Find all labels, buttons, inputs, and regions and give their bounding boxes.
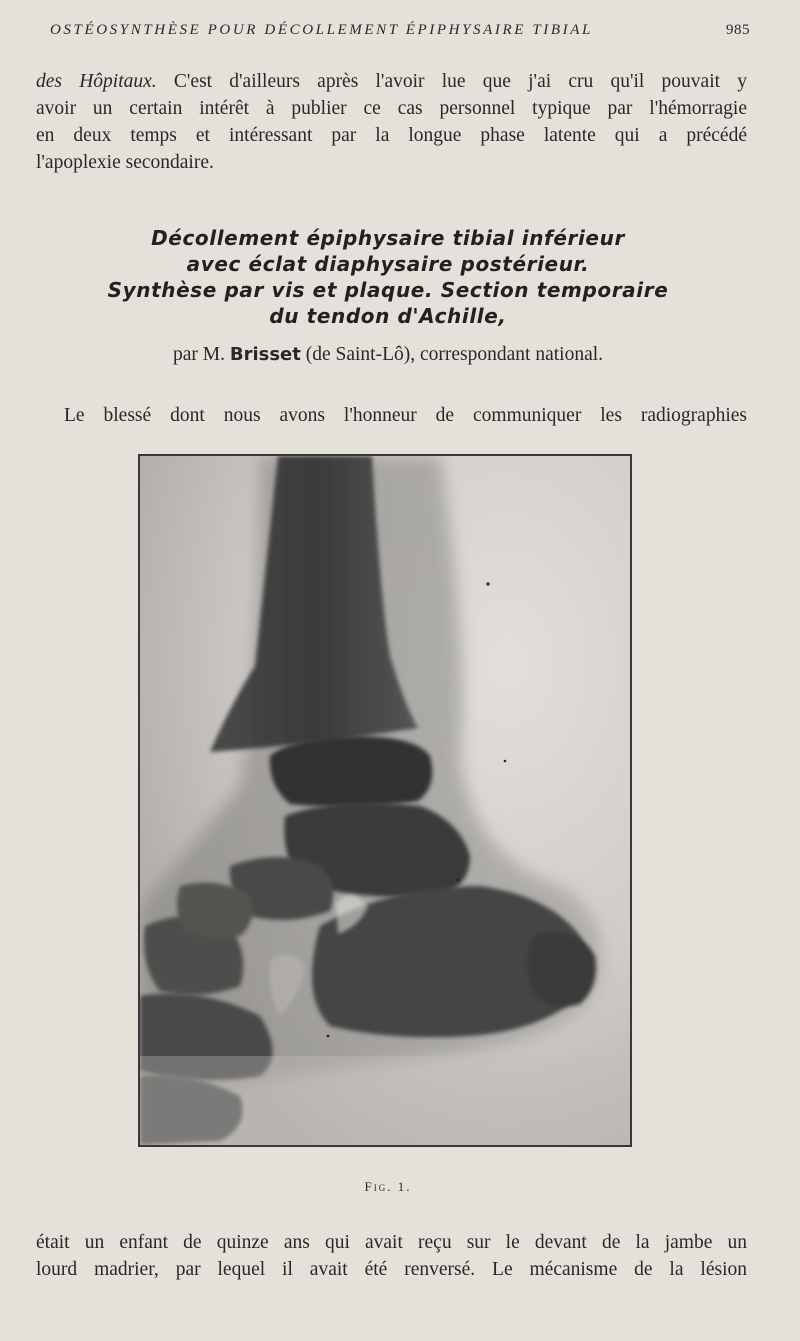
closing-paragraph — [36, 1229, 747, 1283]
intro-line-1-text: C'est d'ailleurs après l'avoir lue que j'ai cru qu'il pouvait y — [156, 71, 747, 92]
figure-caption: Fig. 1. — [364, 1179, 412, 1194]
running-head — [50, 22, 750, 39]
article-title-line-2: avec éclat diaphysaire postérieur. — [186, 252, 590, 276]
article-title-line-1: Décollement épiphysaire tibial inférieur — [151, 226, 625, 250]
ankle-radiograph-image — [140, 456, 630, 1145]
closing-line-1: était un enfant de quinze ans qui avait reçu sur le devant de la jambe un — [36, 1232, 747, 1253]
intro-line-2: avoir un certain intérêt à publier ce cas personnel typique par l'hémorragie — [36, 98, 747, 119]
opening-line: Le blessé dont nous avons l'honneur de communiquer les radiographies — [64, 405, 747, 426]
author-name: Brisset — [229, 344, 301, 365]
intro-line-3: en deux temps et intéressant par la longue phase latente qui a précédé — [36, 125, 747, 146]
byline-prefix: par M. — [172, 344, 230, 365]
byline — [0, 344, 776, 366]
article-title-line-3: Synthèse par vis et plaque. Section temporaire — [107, 278, 669, 302]
intro-line-1 — [36, 68, 747, 95]
intro-paragraph — [36, 68, 747, 176]
journal-name: des Hôpitaux. — [36, 71, 157, 92]
radiograph-figure — [138, 454, 632, 1147]
intro-line-4: l'apoplexie secondaire. — [36, 152, 214, 173]
byline-suffix: (de Saint-Lô), correspondant national. — [300, 344, 604, 365]
article-title — [0, 225, 776, 329]
closing-line-2: lourd madrier, par lequel il avait été renversé. Le mécanisme de la lésion — [36, 1259, 747, 1280]
running-head-title: OSTÉOSYNTHÈSE POUR DÉCOLLEMENT ÉPIPHYSAIRE TIBIAL — [50, 22, 593, 38]
page-number: 985 — [726, 22, 750, 38]
opening-paragraph — [64, 402, 747, 429]
article-title-line-4: du tendon d'Achille, — [269, 304, 507, 328]
